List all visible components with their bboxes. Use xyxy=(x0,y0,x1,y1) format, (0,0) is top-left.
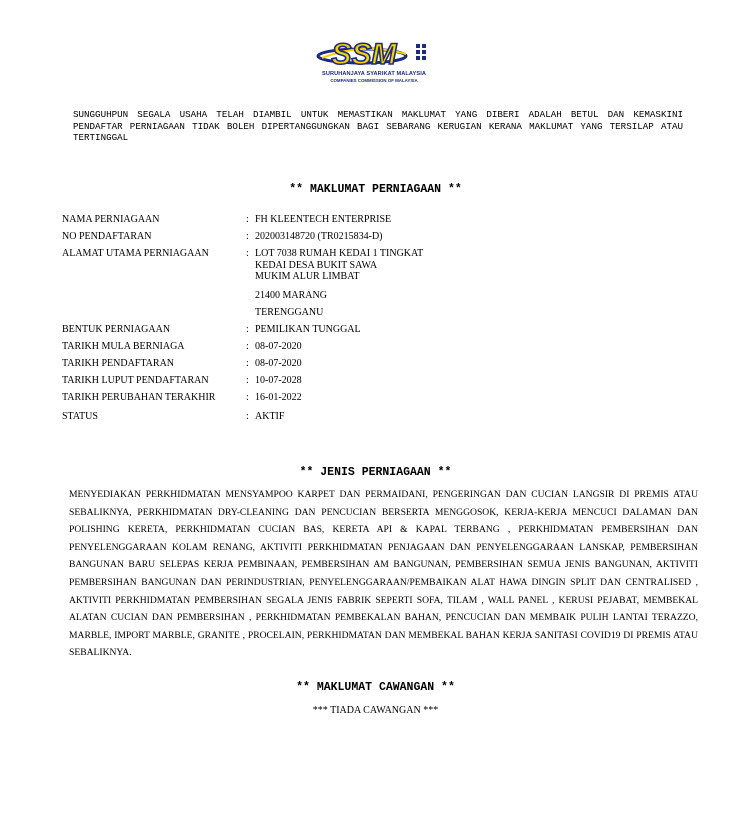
value-nama-perniagaan: FH KLEENTECH ENTERPRISE xyxy=(255,214,392,225)
logo-subtitle: SURUHANJAYA SYARIKAT MALAYSIA xyxy=(321,71,427,77)
value-alamat-line3: MUKIM ALUR LIMBAT xyxy=(255,271,360,282)
colon: : xyxy=(246,231,249,242)
colon: : xyxy=(246,392,249,403)
logo-subtitle-en: COMPANIES COMMISSION OF MALAYSIA xyxy=(330,78,418,83)
value-no-pendaftaran: 202003148720 (TR0215834-D) xyxy=(255,231,383,242)
value-tarikh-pendaftaran: 08-07-2020 xyxy=(255,358,302,369)
colon: : xyxy=(246,214,249,225)
disclaimer-text: SUNGGUHPUN SEGALA USAHA TELAH DIAMBIL UNTUK MEMASTIKAN MAKLUMAT YANG DIBERI ADALAH BETUL DAN KEMASKINI PENDAFTAR PERNIAGAAN TIDAK BOLEH DIPERTANGGUNGKAN BAGI SEBARANG KERUGIAN KERANA MAKLUMAT YANG TERSILAP ATAU TERTINGGAL xyxy=(73,109,683,143)
label-status: STATUS xyxy=(62,411,98,422)
label-nama-perniagaan: NAMA PERNIAGAAN xyxy=(62,214,160,225)
value-alamat-line1: LOT 7038 RUMAH KEDAI 1 TINGKAT xyxy=(255,248,424,259)
label-alamat: ALAMAT UTAMA PERNIAGAAN xyxy=(62,248,209,259)
value-tarikh-luput: 10-07-2028 xyxy=(255,375,302,386)
colon: : xyxy=(246,411,249,422)
colon: : xyxy=(246,324,249,335)
label-tarikh-pendaftaran: TARIKH PENDAFTARAN xyxy=(62,358,175,369)
colon: : xyxy=(246,248,249,259)
colon: : xyxy=(246,341,249,352)
value-tarikh-perubahan: 16-01-2022 xyxy=(255,392,302,403)
section-title-maklumat-perniagaan: ** MAKLUMAT PERNIAGAAN ** xyxy=(289,183,462,196)
label-tarikh-perubahan: TARIKH PERUBAHAN TERAKHIR xyxy=(62,392,216,403)
colon: : xyxy=(246,358,249,369)
value-tarikh-mula: 08-07-2020 xyxy=(255,341,302,352)
ssm-logo xyxy=(314,38,434,86)
jenis-perniagaan-text: MENYEDIAKAN PERKHIDMATAN MENSYAMPOO KARPET DAN PERMAIDANI, PENGERINGAN DAN CUCIAN LANGSIR DI PREMIS ATAU SEBALIKNYA, PERKHIDMATAN DRY-CLEANING DAN PENCUCIAN BERSERTA MENGGOSOK, KERJA-KERJA MENCUCI DALAMAN DAN POLISHING KERETA, PERKHIDMATAN CUCIAN BAS, KERETA API & KAPAL TERBANG , PERKHIDMATAN PEMBERSIHAN DAN PENYELENGGARAAN KOLAM RENANG, AKTIVITI PERKHIDMATAN PENJAGAAN DAN PENYELENGGARAAN LANSKAP, PEMBERSIHAN BANGUNAN BARU SELEPAS KERJA PEMBINAAN, PEMBERSIHAN AM BANGUNAN, PEMBERSIHAN SEMUA JENIS BANGUNAN, AKTIVITI PEMBERSIHAN BANGUNAN DAN PERINDUSTRIAN, PENYELENGGARAAN/PEMBAIKAN ALAT HAWA DINGIN SPLIT DAN CENTRALISED , AKTIVITI PERKHIDMATAN PEMBERSIHAN SEGALA JENIS FABRIK SEPERTI SOFA, TILAM , WALL PANEL , KERUSI PEJABAT, MEMBEKAL ALATAN CUCIAN DAN PEMBERSIHAN , PERKHIDMATAN PEMBEKALAN BAHAN, PENCUCIAN DAN MEMBAIK PULIH LANTAI TERAZZO, MARBLE, IMPORT MARBLE, GRANITE , PROCELAIN, PERKHIDMATAN DAN MEMBEKAL BAHAN KERJA SANITASI COVID19 DI PREMIS ATAU SEBALIKNYA. xyxy=(69,489,698,659)
value-alamat-state: TERENGGANU xyxy=(255,307,324,318)
section-title-maklumat-cawangan: ** MAKLUMAT CAWANGAN ** xyxy=(296,681,455,694)
colon: : xyxy=(246,375,249,386)
cawangan-text: *** TIADA CAWANGAN *** xyxy=(312,705,439,716)
value-alamat-line2: KEDAI DESA BUKIT SAWA xyxy=(255,259,378,271)
ssm-logo-text: SSM xyxy=(331,38,397,70)
value-status: AKTIF xyxy=(255,411,285,422)
ssm-logo-graphic xyxy=(316,38,432,70)
label-tarikh-mula: TARIKH MULA BERNIAGA xyxy=(62,341,185,352)
section-title-jenis-perniagaan: ** JENIS PERNIAGAAN ** xyxy=(299,466,452,479)
label-no-pendaftaran: NO PENDAFTARAN xyxy=(62,231,152,242)
label-tarikh-luput: TARIKH LUPUT PENDAFTARAN xyxy=(62,375,209,386)
label-bentuk-perniagaan: BENTUK PERNIAGAAN xyxy=(62,324,171,335)
value-bentuk-perniagaan: PEMILIKAN TUNGGAL xyxy=(255,324,361,335)
value-alamat-postcode: 21400 MARANG xyxy=(255,290,327,301)
